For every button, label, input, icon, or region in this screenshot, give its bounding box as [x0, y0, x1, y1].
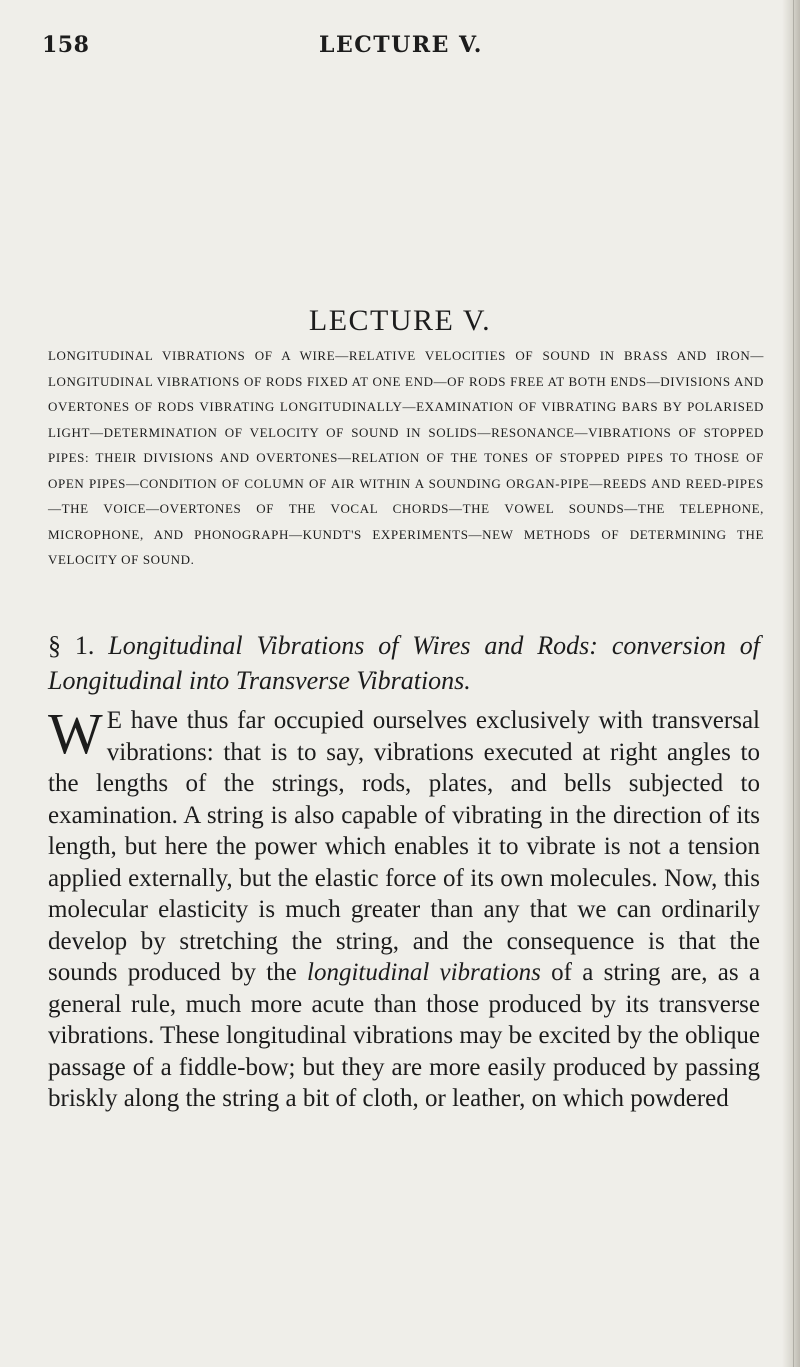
page-edge-shadow: [782, 0, 800, 1367]
section-heading: [48, 628, 760, 698]
lecture-title: LECTURE V.: [308, 304, 492, 338]
body-text-part-1: E have thus far occupied ourselves exclusively with transversal vibrations: that is to say, vibrations executed at right angles to the lengths of the strings, rods, plates, and bells subjected to examination. A string is also capable of vibrating in the direction of its length, but here the power which enables it to vibrate is not a tension applied externally, but the elastic force of its own molecules. Now, this molecular elasticity is much greater than any that we can ordinarily develop by stretching the string, and the consequence is that the sounds produced by the: [48, 707, 760, 986]
running-head: LECTURE V.: [319, 32, 483, 58]
chapter-summary: LONGITUDINAL VIBRATIONS OF A WIRE—RELATIVE VELOCITIES OF SOUND IN BRASS AND IRON—LONGITUDINAL VIBRATIONS OF RODS FIXED AT ONE END—OF RODS FREE AT BOTH ENDS—DIVISIONS AND OVERTONES OF RODS VIBRATING LONGITUDINALLY—EXAMINATION OF VIBRATING BARS BY POLARISED LIGHT—DETERMINATION OF VELOCITY OF SOUND IN SOLIDS—RESONANCE—VIBRATIONS OF STOPPED PIPES: THEIR DIVISIONS AND OVERTONES—RELATION OF THE TONES OF STOPPED PIPES TO THOSE OF OPEN PIPES—CONDITION OF COLUMN OF AIR WITHIN A SOUNDING ORGAN-PIPE—REEDS AND REED-PIPES—THE VOICE—OVERTONES OF THE VOCAL CHORDS—THE VOWEL SOUNDS—THE TELEPHONE, MICROPHONE, AND PHONOGRAPH—KUNDT'S EXPERIMENTS—NEW METHODS OF DETERMINING THE VELOCITY OF SOUND.: [48, 348, 764, 567]
body-emphasis: longitudinal vibrations: [307, 959, 541, 986]
section-title: Longitudinal Vibrations of Wires and Rods: conversion of Longitudinal into Transverse Vibrations.: [48, 631, 760, 695]
section-number: § 1.: [48, 631, 95, 660]
page-number: 158: [42, 32, 90, 58]
drop-cap: W: [48, 701, 103, 766]
body-paragraph: [48, 701, 760, 1115]
page-header: [42, 32, 760, 62]
body-text-part-2: of a string are, as a general rule, much more acute than those produced by its transverse vibrations. These longitudinal vibrations may be excited by the oblique passage of a fiddle-bow; but they are more easily produced by passing briskly along the string a bit of cloth, or leather, on which powdered: [48, 959, 760, 1112]
page-edge-line: [793, 0, 794, 1367]
